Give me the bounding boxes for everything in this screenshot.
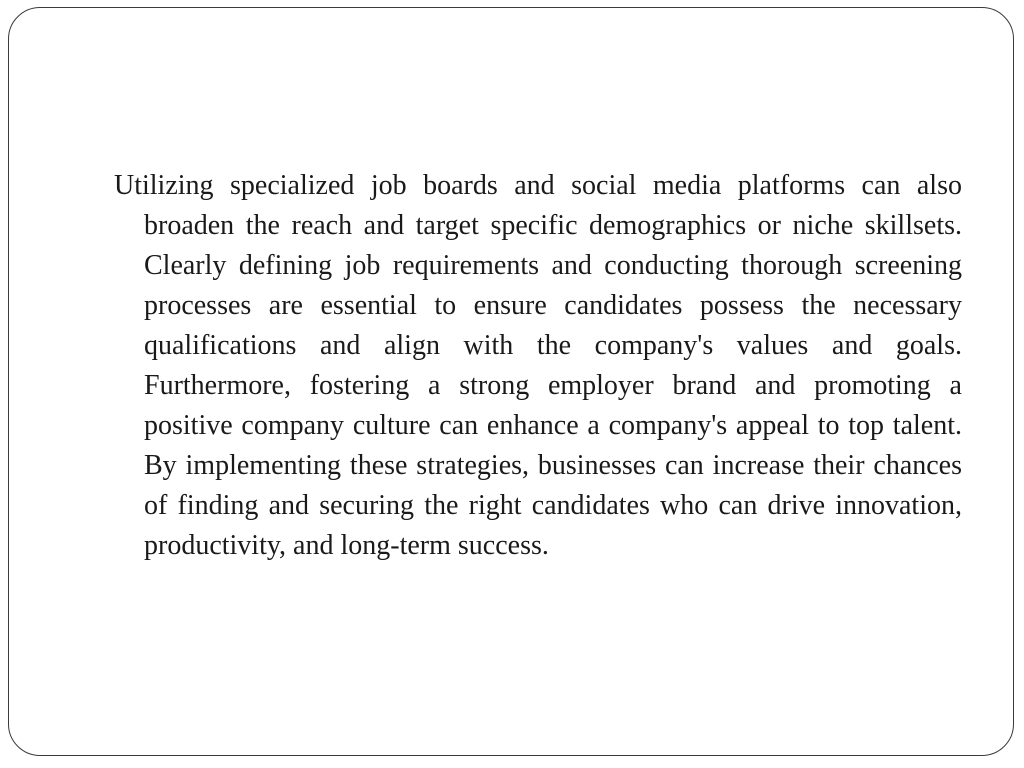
body-paragraph: Utilizing specialized job boards and social media platforms can also broaden the reach and target specific demographics or niche skillsets. Clearly defining job requirements and conducting thorough screening processes are essential to ensure candidates possess the necessary qualifications and align with the company's values and goals. Furthermore, fostering a strong employer brand and promoting a positive company culture can enhance a company's appeal to top talent. By implementing these strategies, businesses can increase their chances of finding and securing the right candidates who can drive innovation, productivity, and long-term success. [114, 170, 962, 561]
